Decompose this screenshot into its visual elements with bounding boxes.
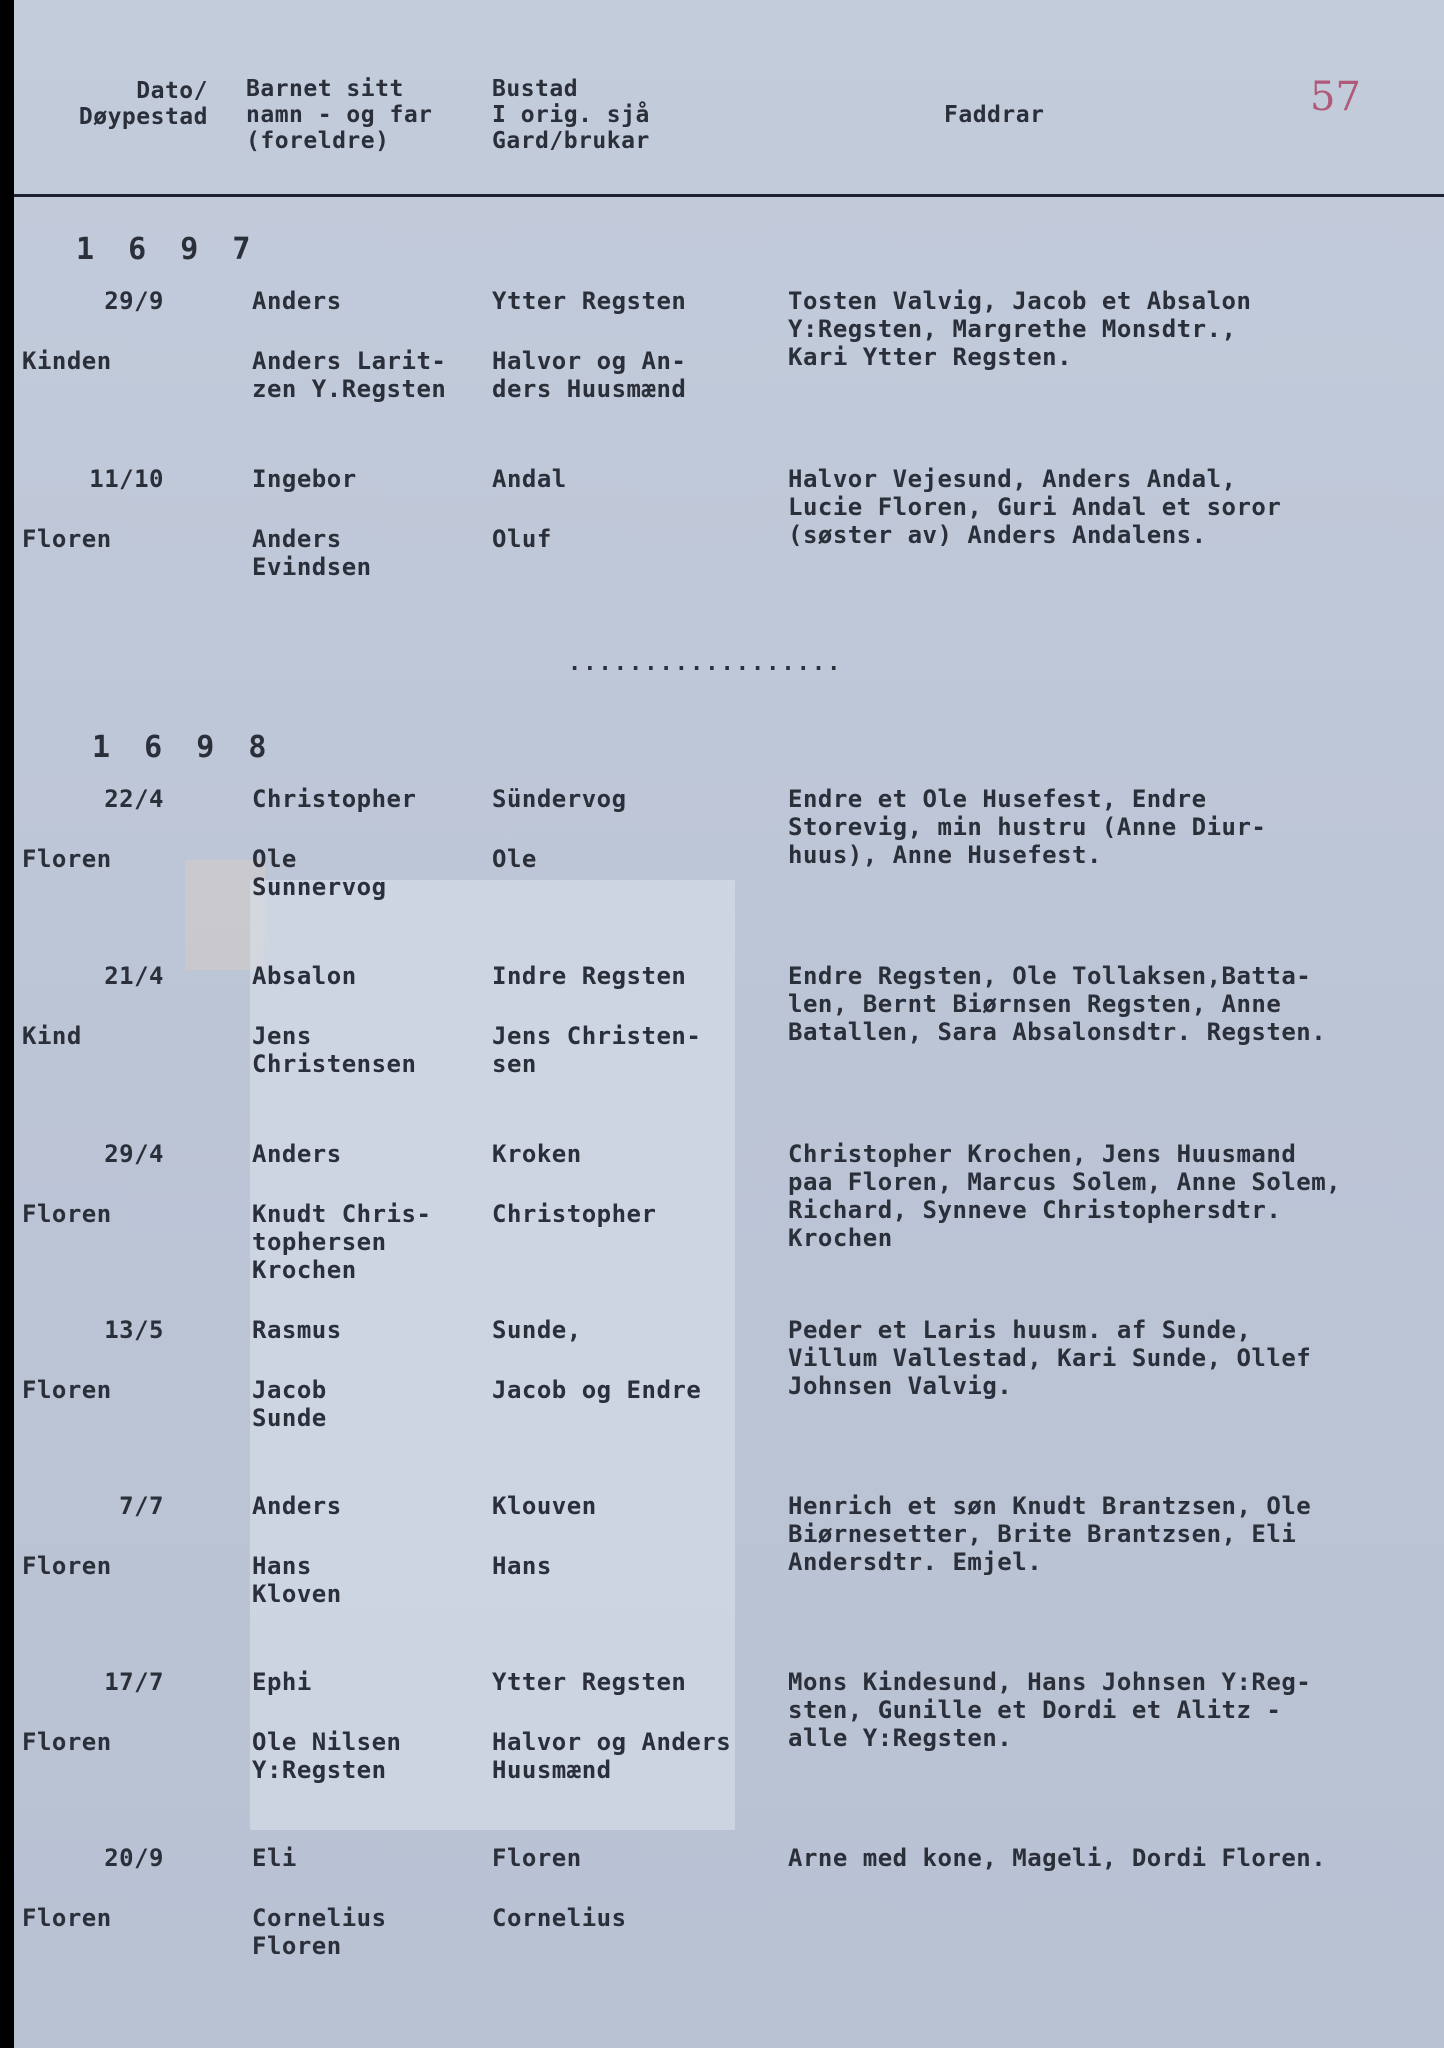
entry-farm: Indre Regsten [492, 962, 687, 990]
entry-baptism-place: Floren [22, 1552, 112, 1580]
entry-date: 7/7 [119, 1492, 164, 1520]
entry-child-name: Eli [252, 1844, 297, 1872]
entry-baptism-place: Kinden [22, 347, 112, 375]
entry-sponsors: Halvor Vejesund, Anders Andal, Lucie Floren, Guri Andal et soror (søster av) Anders Andalens. [788, 465, 1282, 549]
entry-parents: Knudt Chris- tophersen Krochen [252, 1200, 432, 1284]
entry-sponsors: Mons Kindesund, Hans Johnsen Y:Reg- sten, Gunille et Dordi et Alitz - alle Y:Regsten. [788, 1668, 1312, 1752]
entry-child-name: Anders [252, 1492, 342, 1520]
entry-farm-holder: Christopher [492, 1200, 657, 1228]
entry-parents: Anders Larit- zen Y.Regsten [252, 347, 447, 403]
entry-parents: Jacob Sunde [252, 1376, 327, 1432]
entry-farm-holder: Oluf [492, 525, 552, 553]
entry-farm-holder: Halvor og Anders Huusmænd [492, 1728, 732, 1784]
entry-sponsors: Peder et Laris huusm. af Sunde, Villum Vallestad, Kari Sunde, Ollef Johnsen Valvig. [788, 1316, 1312, 1400]
entry-farm-holder: Halvor og An- ders Huusmænd [492, 347, 687, 403]
header-sponsors: Faddrar [944, 102, 1045, 128]
year-heading: 1 6 9 7 [76, 232, 259, 267]
entry-farm-holder: Hans [492, 1552, 552, 1580]
header-farm: Bustad I orig. sjå Gard/brukar [492, 76, 650, 154]
entry-baptism-place: Floren [22, 1376, 112, 1404]
entry-date: 29/9 [104, 287, 164, 315]
entry-date: 17/7 [104, 1668, 164, 1696]
entry-parents: Jens Christensen [252, 1022, 417, 1078]
entry-farm-holder: Cornelius [492, 1904, 627, 1932]
entry-sponsors: Tosten Valvig, Jacob et Absalon Y:Regsten, Margrethe Monsdtr., Kari Ytter Regsten. [788, 287, 1252, 371]
header-rule [14, 194, 1444, 197]
entry-sponsors: Arne med kone, Mageli, Dordi Floren. [788, 1844, 1327, 1872]
page-number: 57 [1310, 74, 1361, 120]
entry-parents: Anders Evindsen [252, 525, 372, 581]
entry-child-name: Ephi [252, 1668, 312, 1696]
entry-farm-holder: Ole [492, 845, 537, 873]
entry-baptism-place: Floren [22, 1904, 112, 1932]
entry-baptism-place: Floren [22, 525, 112, 553]
entry-child-name: Anders [252, 1140, 342, 1168]
entry-date: 20/9 [104, 1844, 164, 1872]
section-separator: .................. [568, 651, 843, 676]
entry-parents: Hans Kloven [252, 1552, 342, 1608]
entry-date: 13/5 [104, 1316, 164, 1344]
entry-farm-holder: Jens Christen- sen [492, 1022, 702, 1078]
entry-farm: Floren [492, 1844, 582, 1872]
entry-farm: Ytter Regsten [492, 287, 687, 315]
entry-child-name: Christopher [252, 785, 417, 813]
year-heading: 1 6 9 8 [92, 730, 275, 765]
entry-sponsors: Endre et Ole Husefest, Endre Storevig, min hustru (Anne Diur- huus), Anne Husefest. [788, 785, 1267, 869]
entry-sponsors: Henrich et søn Knudt Brantzsen, Ole Biørnesetter, Brite Brantzsen, Eli Andersdtr. Emjel. [788, 1492, 1312, 1576]
entry-child-name: Ingebor [252, 465, 357, 493]
header-child-parents: Barnet sitt namn - og far (foreldre) [246, 76, 433, 154]
entry-baptism-place: Kind [22, 1022, 82, 1050]
entry-date: 11/10 [89, 465, 164, 493]
entry-farm: Sündervog [492, 785, 627, 813]
entry-farm: Andal [492, 465, 567, 493]
entry-farm: Ytter Regsten [492, 1668, 687, 1696]
entry-sponsors: Christopher Krochen, Jens Huusmand paa Floren, Marcus Solem, Anne Solem, Richard, Synneve Christophersdtr. Krochen [788, 1140, 1342, 1252]
entry-farm: Kroken [492, 1140, 582, 1168]
entry-baptism-place: Floren [22, 845, 112, 873]
entry-parents: Ole Nilsen Y:Regsten [252, 1728, 402, 1784]
entry-baptism-place: Floren [22, 1200, 112, 1228]
entry-farm: Sunde, [492, 1316, 582, 1344]
entry-child-name: Anders [252, 287, 342, 315]
entry-sponsors: Endre Regsten, Ole Tollaksen,Batta- len, Bernt Biørnsen Regsten, Anne Batallen, Sara Absalonsdtr. Regsten. [788, 962, 1327, 1046]
entry-farm: Klouven [492, 1492, 597, 1520]
entry-child-name: Absalon [252, 962, 357, 990]
entry-parents: Ole Sunnervog [252, 845, 387, 901]
entry-date: 22/4 [104, 785, 164, 813]
header-date-place: Dato/ Døypestad [78, 78, 208, 130]
entry-farm-holder: Jacob og Endre [492, 1376, 702, 1404]
entry-parents: Cornelius Floren [252, 1904, 387, 1960]
scan-left-edge [0, 0, 14, 2048]
entry-date: 21/4 [104, 962, 164, 990]
entry-date: 29/4 [104, 1140, 164, 1168]
entry-baptism-place: Floren [22, 1728, 112, 1756]
entry-child-name: Rasmus [252, 1316, 342, 1344]
